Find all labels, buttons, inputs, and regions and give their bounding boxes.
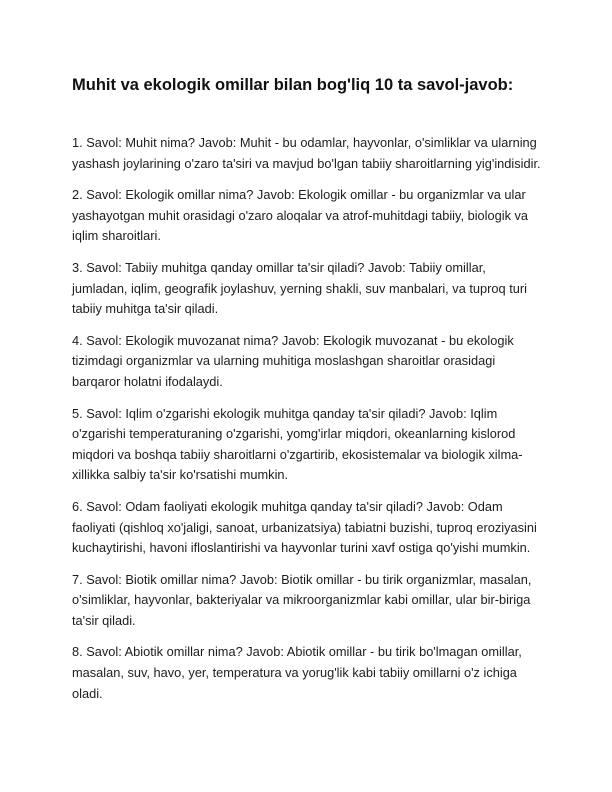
qa-item-8: 8. Savol: Abiotik omillar nima? Javob: Abiotik omillar - bu tirik bo'lmagan omillar, masalan, suv, havo, yer, temperatura va yorug'lik kabi tabiiy omillarni o'z ichiga oladi. xyxy=(72,644,522,701)
qa-item-4: 4. Savol: Ekologik muvozanat nima? Javob: Ekologik muvozanat - bu ekologik tizimdagi organizmlar va ularning muhitiga moslashgan sharoitlar orasidagi barqaror holatni ifodalaydi. xyxy=(72,332,514,389)
qa-list xyxy=(72,133,542,715)
qa-item-6: 6. Savol: Odam faoliyati ekologik muhitga qanday ta'sir qiladi? Javob: Odam faoliyati (qishloq xo'jaligi, sanoat, urbanizatsiya) tabiatni buzishi, tuproq eroziyasini kuchaytirishi, havoni ifloslantirishi va hayvonlar turini xavf ostiga qo'yishi mumkin. xyxy=(72,498,537,556)
qa-item-5: 5. Savol: Iqlim o'zgarishi ekologik muhitga qanday ta'sir qiladi? Javob: Iqlim o'zgarishi temperaturaning o'zgarishi, yomg'irlar miqdori, okeanlarning kislorod miqdori va boshqa tabiiy sharoitlarni o'zgartirib, ekosistemalar va biologik xilma-xillikka salbiy ta'sir ko'rsatishi mumkin. xyxy=(72,405,523,483)
qa-item-3: 3. Savol: Tabiiy muhitga qanday omillar ta'sir qiladi? Javob: Tabiiy omillar, jumladan, iqlim, geografik joylashuv, yerning shakli, suv manbalari, va tuproq turi tabiiy muhitga ta'sir qiladi. xyxy=(72,259,527,317)
document-title: Muhit va ekologik omillar bilan bog'liq 10 ta savol-javob: xyxy=(72,76,514,94)
qa-item-2: 2. Savol: Ekologik omillar nima? Javob: Ekologik omillar - bu organizmlar va ular yashayotgan muhit orasidagi o'zaro aloqalar va atrof-muhitdagi tabiiy, biologik va iqlim sharoitlari. xyxy=(72,187,529,244)
qa-item-1: 1. Savol: Muhit nima? Javob: Muhit - bu odamlar, hayvonlar, o'simliklar va ularning yashash joylarining o'zaro ta'siri va mavjud bo'lgan tabiiy sharoitlarning yig'indisidir. xyxy=(72,135,541,171)
qa-item-7: 7. Savol: Biotik omillar nima? Javob: Biotik omillar - bu tirik organizmlar, masalan, o'simliklar, hayvonlar, bakteriyalar va mikroorganizmlar kabi omillar, ular bir-biriga ta'sir qiladi. xyxy=(72,571,532,628)
